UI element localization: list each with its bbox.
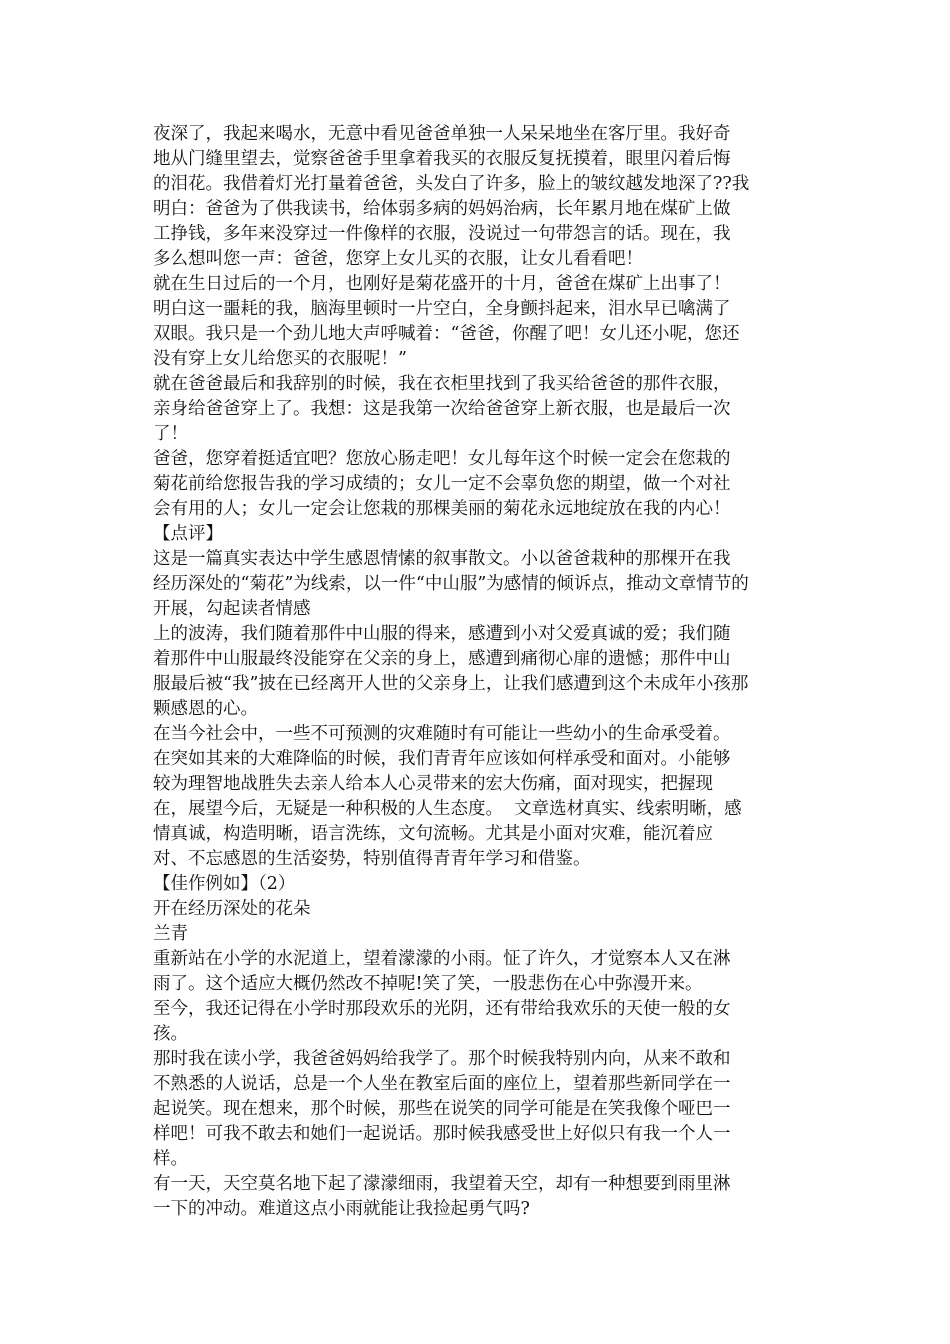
text-line: 对、不忘感恩的生活姿势，特别值得青青年学习和借鉴。 xyxy=(153,849,591,869)
text-line: 夜深了，我起来喝水，无意中看见爸爸单独一人呆呆地坐在客厅里。我好奇 xyxy=(153,124,731,144)
text-line: 了！ xyxy=(153,424,188,444)
text-line: 颗感恩的心。 xyxy=(153,699,258,719)
text-line: 情真诚，构造明晰，语言洗练，文句流畅。尤其是小面对灾难，能沉着应 xyxy=(153,824,713,844)
document-body xyxy=(153,122,793,1222)
text-line: 菊花前给您报告我的学习成绩的；女儿一定不会辜负您的期望，做一个对社 xyxy=(153,474,731,494)
text-line: 至今，我还记得在小学时那段欢乐的光阴，还有带给我欢乐的天使一般的女 xyxy=(153,999,731,1019)
text-line: 工挣钱，多年来没穿过一件像样的衣服，没说过一句带怨言的话。现在，我 xyxy=(153,224,731,244)
text-line: 明白这一噩耗的我，脑海里顿时一片空白，全身颤抖起来，泪水早已噙满了 xyxy=(153,299,731,319)
text-line: 着那件中山服最终没能穿在父亲的身上，感遭到痛彻心扉的遗憾；那件中山 xyxy=(153,649,731,669)
text-line: 【点评】 xyxy=(153,524,223,544)
text-line: 开展，勾起读者情感 xyxy=(153,599,311,619)
text-line: 在，展望今后，无疑是一种积极的人生态度。 文章选材真实、线索明晰，感 xyxy=(153,799,742,819)
text-line: 爸爸，您穿着挺适宜吧？您放心肠走吧！女儿每年这个时候一定会在您栽的 xyxy=(153,449,731,469)
text-line: 【佳作例如】（2） xyxy=(153,874,296,894)
text-line: 亲身给爸爸穿上了。我想：这是我第一次给爸爸穿上新衣服，也是最后一次 xyxy=(153,399,731,419)
text-line: 会有用的人；女儿一定会让您栽的那棵美丽的菊花永远地绽放在我的内心！ xyxy=(153,499,731,519)
text-line: 没有穿上女儿给您买的衣服呢！” xyxy=(153,349,407,369)
text-line: 一下的冲动。难道这点小雨就能让我捡起勇气吗? xyxy=(153,1199,530,1219)
text-line: 在突如其来的大难降临的时候，我们青青年应该如何样承受和面对。小能够 xyxy=(153,749,731,769)
text-line: 经历深处的“菊花”为线索，以一件“中山服”为感情的倾诉点，推动文章情节的 xyxy=(153,574,749,594)
text-line: 双眼。我只是一个劲儿地大声呼喊着：“爸爸，你醒了吧！女儿还小呢，您还 xyxy=(153,324,740,344)
text-line: 不熟悉的人说话，总是一个人坐在教室后面的座位上，望着那些新同学在一 xyxy=(153,1074,731,1094)
text-line: 明白：爸爸为了供我读书，给体弱多病的妈妈治病，长年累月地在煤矿上做 xyxy=(153,199,731,219)
text-line: 重新站在小学的水泥道上，望着濛濛的小雨。怔了许久，才觉察本人又在淋 xyxy=(153,949,731,969)
text-line: 就在爸爸最后和我辞别的时候，我在衣柜里找到了我买给爸爸的那件衣服， xyxy=(153,374,731,394)
text-line: 那时我在读小学，我爸爸妈妈给我学了。那个时候我特别内向，从来不敢和 xyxy=(153,1049,731,1069)
text-line: 就在生日过后的一个月，也刚好是菊花盛开的十月，爸爸在煤矿上出事了！ xyxy=(153,274,731,294)
text-line: 多么想叫您一声：爸爸，您穿上女儿买的衣服，让女儿看看吧！ xyxy=(153,249,643,269)
text-line: 样吧！可我不敢去和她们一起说话。那时候我感受世上好似只有我一个人一 xyxy=(153,1124,731,1144)
text-line: 服最后被“我”披在已经离开人世的父亲身上，让我们感遭到这个未成年小孩那 xyxy=(153,674,749,694)
text-line: 上的波涛，我们随着那件中山服的得来，感遭到小对父爱真诚的爱；我们随 xyxy=(153,624,731,644)
text-line: 兰青 xyxy=(153,924,188,944)
text-line: 较为理智地战胜失去亲人给本人心灵带来的宏大伤痛，面对现实，把握现 xyxy=(153,774,713,794)
text-line: 起说笑。现在想来，那个时候，那些在说笑的同学可能是在笑我像个哑巴一 xyxy=(153,1099,731,1119)
text-line: 有一天，天空莫名地下起了濛濛细雨，我望着天空，却有一种想要到雨里淋 xyxy=(153,1174,731,1194)
text-line: 这是一篇真实表达中学生感恩情愫的叙事散文。小以爸爸栽种的那棵开在我 xyxy=(153,549,731,569)
text-line: 地从门缝里望去，觉察爸爸手里拿着我买的衣服反复抚摸着，眼里闪着后悔 xyxy=(153,149,731,169)
text-line: 雨了。这个适应大概仍然改不掉呢!笑了笑，一股悲伤在心中弥漫开来。 xyxy=(153,974,703,994)
text-line: 的泪花。我借着灯光打量着爸爸，头发白了许多，脸上的皱纹越发地深了??我 xyxy=(153,174,750,194)
text-line: 样。 xyxy=(153,1149,188,1169)
text-line: 开在经历深处的花朵 xyxy=(153,899,311,919)
text-line: 在当今社会中，一些不可预测的灾难随时有可能让一些幼小的生命承受着。 xyxy=(153,724,731,744)
text-line: 孩。 xyxy=(153,1024,188,1044)
